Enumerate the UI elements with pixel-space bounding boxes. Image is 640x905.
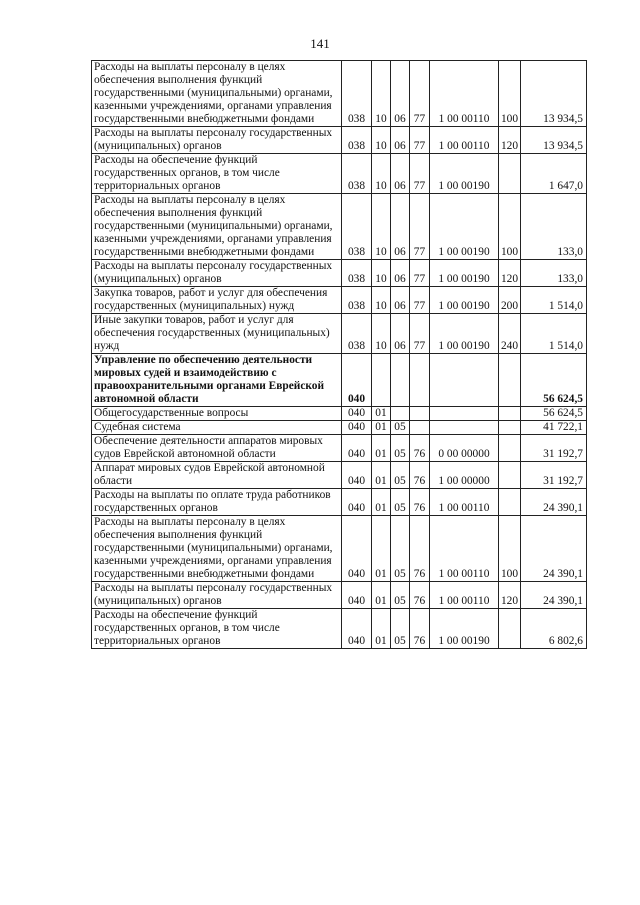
page-number: 141 bbox=[310, 36, 330, 51]
target-article-part: 00 bbox=[447, 595, 459, 607]
target-article-part: 1 bbox=[438, 180, 445, 192]
expense-type-code bbox=[499, 435, 521, 462]
target-article-part: 00 bbox=[447, 568, 459, 580]
target-article-part: 00110 bbox=[461, 595, 490, 607]
target-article-part: 00000 bbox=[461, 448, 490, 460]
program-code: 77 bbox=[410, 194, 430, 260]
row-name: Расходы на выплаты персоналу государственных (муниципальных) органов bbox=[92, 127, 342, 154]
expense-type-code: 120 bbox=[499, 260, 521, 287]
target-article-part: 00190 bbox=[461, 180, 490, 192]
amount: 56 624,5 bbox=[521, 407, 587, 421]
amount: 6 802,6 bbox=[521, 609, 587, 649]
amount: 13 934,5 bbox=[521, 127, 587, 154]
amount: 24 390,1 bbox=[521, 516, 587, 582]
row-name: Расходы на выплаты персоналу в целях обеспечения выполнения функций государственными (муниципальными) органами, казенными учреждениями, органами управления государственными внебюджетными фондами bbox=[92, 194, 342, 260]
ved-code: 038 bbox=[342, 61, 372, 127]
target-article-code bbox=[430, 154, 499, 194]
section-code: 01 bbox=[372, 489, 391, 516]
target-article-part: 1 bbox=[438, 568, 445, 580]
budget-table bbox=[91, 60, 587, 649]
section-code: 10 bbox=[372, 127, 391, 154]
target-article-part: 1 bbox=[438, 113, 445, 125]
target-article-part: 00 bbox=[446, 180, 459, 192]
expense-type-code: 100 bbox=[499, 194, 521, 260]
program-code: 76 bbox=[410, 489, 430, 516]
expense-type-code: 100 bbox=[499, 516, 521, 582]
ved-code: 038 bbox=[342, 260, 372, 287]
target-article-part: 0 bbox=[438, 448, 445, 460]
amount: 13 934,5 bbox=[521, 61, 587, 127]
amount: 24 390,1 bbox=[521, 582, 587, 609]
table-row bbox=[92, 407, 587, 421]
program-code: 76 bbox=[410, 516, 430, 582]
subsection-code: 06 bbox=[391, 127, 410, 154]
target-article-part: 00190 bbox=[461, 300, 490, 312]
target-article-part: 00110 bbox=[461, 113, 490, 125]
row-name: Расходы на обеспечение функций государственных органов, в том числе территориальных органов bbox=[92, 609, 342, 649]
subsection-code: 05 bbox=[391, 435, 410, 462]
target-article-part: 00 bbox=[446, 246, 459, 258]
expense-type-code bbox=[499, 407, 521, 421]
target-article-code bbox=[430, 287, 499, 314]
target-article-part: 1 bbox=[438, 502, 445, 514]
program-code: 77 bbox=[410, 287, 430, 314]
target-article-part: 00 bbox=[446, 340, 459, 352]
ved-code: 040 bbox=[342, 354, 372, 407]
program-code: 77 bbox=[410, 127, 430, 154]
target-article-code bbox=[430, 582, 499, 609]
ved-code: 038 bbox=[342, 287, 372, 314]
table-row bbox=[92, 61, 587, 127]
program-code bbox=[410, 407, 430, 421]
target-article-part: 00190 bbox=[461, 246, 490, 258]
program-code: 77 bbox=[410, 260, 430, 287]
program-code: 76 bbox=[410, 435, 430, 462]
target-article-part: 00190 bbox=[461, 635, 490, 647]
subsection-code: 05 bbox=[391, 609, 410, 649]
section-code bbox=[372, 354, 391, 407]
row-name: Судебная система bbox=[92, 421, 342, 435]
section-code: 01 bbox=[372, 609, 391, 649]
program-code: 76 bbox=[410, 462, 430, 489]
section-code: 01 bbox=[372, 435, 391, 462]
row-name: Аппарат мировых судов Еврейской автономной области bbox=[92, 462, 342, 489]
target-article-part: 00 bbox=[447, 502, 459, 514]
target-article-code bbox=[430, 260, 499, 287]
row-name: Расходы на выплаты персоналу в целях обеспечения выполнения функций государственными (муниципальными) органами, казенными учреждениями, органами управления государственными внебюджетными фондами bbox=[92, 516, 342, 582]
amount: 133,0 bbox=[521, 260, 587, 287]
row-name: Расходы на выплаты персоналу государственных (муниципальных) органов bbox=[92, 260, 342, 287]
target-article-part: 1 bbox=[438, 635, 445, 647]
expense-type-code: 120 bbox=[499, 582, 521, 609]
target-article-part: 1 bbox=[438, 595, 445, 607]
target-article-part: 00 bbox=[446, 475, 459, 487]
program-code: 77 bbox=[410, 314, 430, 354]
expense-type-code bbox=[499, 154, 521, 194]
table-row bbox=[92, 194, 587, 260]
expense-type-code bbox=[499, 421, 521, 435]
subsection-code bbox=[391, 354, 410, 407]
ved-code: 040 bbox=[342, 421, 372, 435]
section-code: 10 bbox=[372, 61, 391, 127]
section-code: 01 bbox=[372, 462, 391, 489]
ved-code: 038 bbox=[342, 194, 372, 260]
row-name: Закупка товаров, работ и услуг для обеспечения государственных (муниципальных) нужд bbox=[92, 287, 342, 314]
subsection-code: 06 bbox=[391, 194, 410, 260]
subsection-code: 06 bbox=[391, 314, 410, 354]
target-article-part: 00 bbox=[446, 448, 459, 460]
target-article-code bbox=[430, 609, 499, 649]
program-code: 76 bbox=[410, 609, 430, 649]
subsection-code: 05 bbox=[391, 462, 410, 489]
target-article-code bbox=[430, 194, 499, 260]
row-name: Расходы на выплаты персоналу государственных (муниципальных) органов bbox=[92, 582, 342, 609]
table-row bbox=[92, 287, 587, 314]
table-row bbox=[92, 421, 587, 435]
ved-code: 040 bbox=[342, 462, 372, 489]
subsection-code: 05 bbox=[391, 421, 410, 435]
subsection-code: 06 bbox=[391, 154, 410, 194]
target-article-part: 1 bbox=[438, 140, 445, 152]
amount: 24 390,1 bbox=[521, 489, 587, 516]
section-code: 10 bbox=[372, 194, 391, 260]
target-article-code bbox=[430, 127, 499, 154]
target-article-part: 00 bbox=[446, 273, 459, 285]
ved-code: 040 bbox=[342, 407, 372, 421]
table-row bbox=[92, 582, 587, 609]
ved-code: 040 bbox=[342, 435, 372, 462]
subsection-code: 06 bbox=[391, 287, 410, 314]
row-name: Иные закупки товаров, работ и услуг для обеспечения государственных (муниципальных) нужд bbox=[92, 314, 342, 354]
section-code: 10 bbox=[372, 287, 391, 314]
target-article-part: 1 bbox=[438, 340, 445, 352]
target-article-part: 00110 bbox=[461, 502, 490, 514]
expense-type-code bbox=[499, 489, 521, 516]
ved-code: 040 bbox=[342, 489, 372, 516]
amount: 31 192,7 bbox=[521, 462, 587, 489]
ved-code: 038 bbox=[342, 154, 372, 194]
program-code bbox=[410, 421, 430, 435]
table-row bbox=[92, 516, 587, 582]
program-code: 76 bbox=[410, 582, 430, 609]
expense-type-code bbox=[499, 609, 521, 649]
amount: 1 514,0 bbox=[521, 314, 587, 354]
subsection-code: 05 bbox=[391, 489, 410, 516]
target-article-part: 1 bbox=[438, 475, 445, 487]
target-article-part: 00190 bbox=[461, 273, 490, 285]
row-name: Управление по обеспечению деятельности мировых судей и взаимодействию с правоохранительными органами Еврейской автономной области bbox=[92, 354, 342, 407]
row-name: Расходы на обеспечение функций государственных органов, в том числе территориальных органов bbox=[92, 154, 342, 194]
amount: 133,0 bbox=[521, 194, 587, 260]
target-article-part: 1 bbox=[438, 246, 445, 258]
section-code: 10 bbox=[372, 154, 391, 194]
table-row bbox=[92, 435, 587, 462]
target-article-part: 00190 bbox=[461, 340, 490, 352]
table-row bbox=[92, 127, 587, 154]
ved-code: 038 bbox=[342, 127, 372, 154]
table-row bbox=[92, 354, 587, 407]
subsection-code: 06 bbox=[391, 61, 410, 127]
program-code: 77 bbox=[410, 154, 430, 194]
target-article-part: 00 bbox=[446, 300, 459, 312]
table-row bbox=[92, 314, 587, 354]
target-article-part: 00 bbox=[447, 140, 459, 152]
row-name: Расходы на выплаты персоналу в целях обеспечения выполнения функций государственными (муниципальными) органами, казенными учреждениями, органами управления государственными внебюджетными фондами bbox=[92, 61, 342, 127]
table-row bbox=[92, 609, 587, 649]
section-code: 10 bbox=[372, 260, 391, 287]
ved-code: 038 bbox=[342, 314, 372, 354]
target-article-part: 1 bbox=[438, 273, 445, 285]
program-code bbox=[410, 354, 430, 407]
expense-type-code: 120 bbox=[499, 127, 521, 154]
ved-code: 040 bbox=[342, 609, 372, 649]
ved-code: 040 bbox=[342, 516, 372, 582]
row-name: Общегосударственные вопросы bbox=[92, 407, 342, 421]
target-article-code bbox=[430, 421, 499, 435]
target-article-code bbox=[430, 314, 499, 354]
expense-type-code: 200 bbox=[499, 287, 521, 314]
amount: 1 647,0 bbox=[521, 154, 587, 194]
subsection-code: 05 bbox=[391, 516, 410, 582]
table-row bbox=[92, 260, 587, 287]
target-article-code bbox=[430, 407, 499, 421]
target-article-part: 1 bbox=[438, 300, 445, 312]
target-article-part: 00 bbox=[446, 635, 459, 647]
target-article-code bbox=[430, 61, 499, 127]
subsection-code: 06 bbox=[391, 260, 410, 287]
target-article-part: 00000 bbox=[461, 475, 490, 487]
expense-type-code bbox=[499, 462, 521, 489]
amount: 31 192,7 bbox=[521, 435, 587, 462]
amount: 41 722,1 bbox=[521, 421, 587, 435]
table-row bbox=[92, 489, 587, 516]
row-name: Расходы на выплаты по оплате труда работников государственных органов bbox=[92, 489, 342, 516]
section-code: 01 bbox=[372, 516, 391, 582]
target-article-code bbox=[430, 435, 499, 462]
target-article-part: 00110 bbox=[461, 140, 490, 152]
table-row bbox=[92, 154, 587, 194]
subsection-code: 05 bbox=[391, 582, 410, 609]
ved-code: 040 bbox=[342, 582, 372, 609]
section-code: 01 bbox=[372, 407, 391, 421]
target-article-part: 00 bbox=[447, 113, 459, 125]
section-code: 10 bbox=[372, 314, 391, 354]
expense-type-code: 240 bbox=[499, 314, 521, 354]
amount: 56 624,5 bbox=[521, 354, 587, 407]
target-article-part: 00110 bbox=[461, 568, 490, 580]
section-code: 01 bbox=[372, 582, 391, 609]
program-code: 77 bbox=[410, 61, 430, 127]
target-article-code bbox=[430, 354, 499, 407]
row-name: Обеспечение деятельности аппаратов мировых судов Еврейской автономной области bbox=[92, 435, 342, 462]
target-article-code bbox=[430, 516, 499, 582]
subsection-code bbox=[391, 407, 410, 421]
expense-type-code: 100 bbox=[499, 61, 521, 127]
expense-type-code bbox=[499, 354, 521, 407]
target-article-code bbox=[430, 489, 499, 516]
table-row bbox=[92, 462, 587, 489]
amount: 1 514,0 bbox=[521, 287, 587, 314]
target-article-code bbox=[430, 462, 499, 489]
section-code: 01 bbox=[372, 421, 391, 435]
